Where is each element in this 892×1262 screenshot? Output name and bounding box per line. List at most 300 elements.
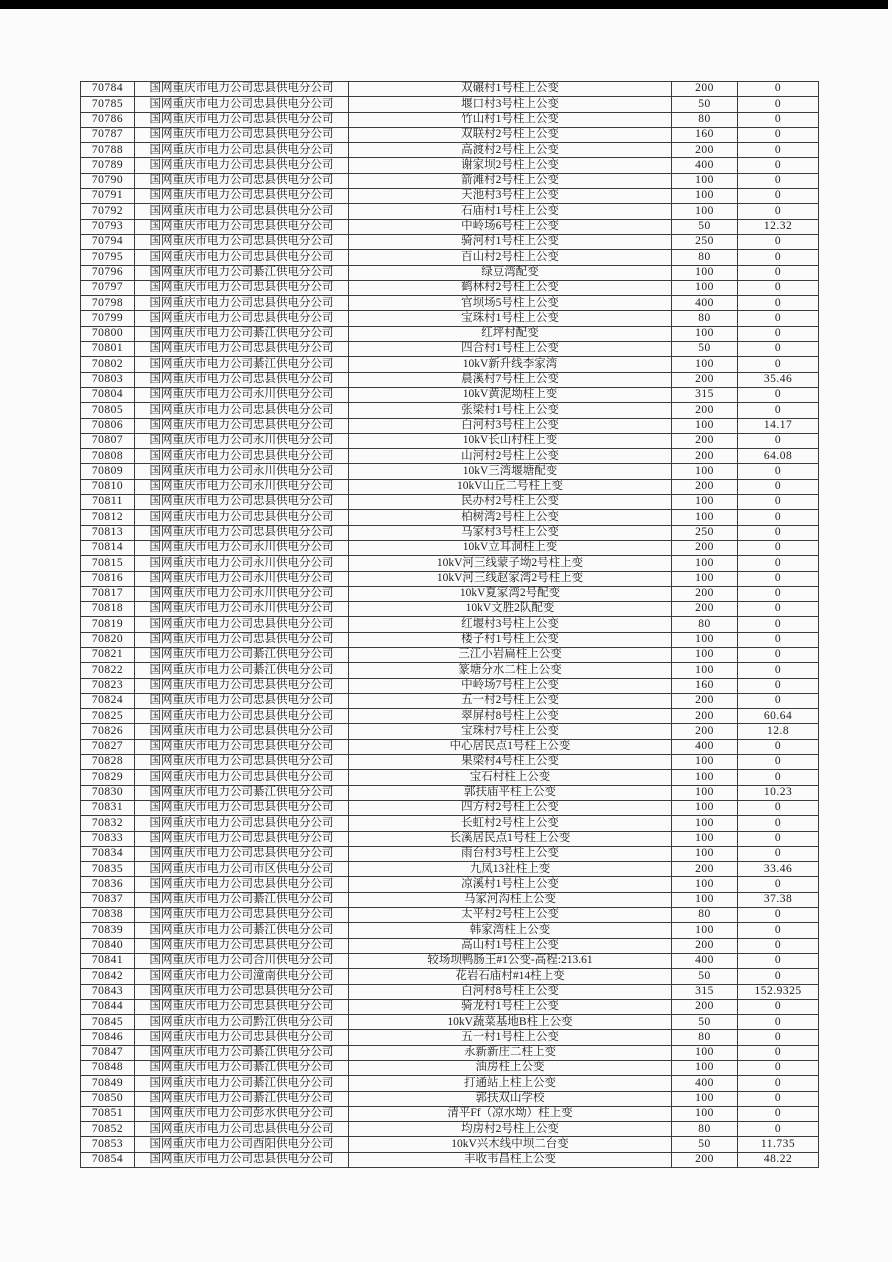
cell-id: 70805 bbox=[81, 403, 135, 418]
cell-device_name: 凉溪村1号柱上公变 bbox=[349, 877, 672, 892]
cell-device_name: 四合村1号柱上公变 bbox=[349, 342, 672, 357]
cell-id: 70814 bbox=[81, 540, 135, 555]
cell-id: 70845 bbox=[81, 1015, 135, 1030]
cell-value: 37.38 bbox=[738, 892, 819, 907]
cell-device_name: 马家村3号柱上公变 bbox=[349, 525, 672, 540]
cell-id: 70808 bbox=[81, 449, 135, 464]
cell-company: 国网重庆市电力公司忠县供电分公司 bbox=[135, 632, 349, 647]
cell-capacity: 100 bbox=[672, 464, 738, 479]
table-row bbox=[81, 1137, 819, 1152]
cell-company: 国网重庆市电力公司忠县供电分公司 bbox=[135, 831, 349, 846]
table-row bbox=[81, 540, 819, 555]
cell-company: 国网重庆市电力公司忠县供电分公司 bbox=[135, 816, 349, 831]
cell-company: 国网重庆市电力公司忠县供电分公司 bbox=[135, 342, 349, 357]
cell-company: 国网重庆市电力公司黔江供电分公司 bbox=[135, 1015, 349, 1030]
cell-id: 70804 bbox=[81, 387, 135, 402]
cell-value: 0 bbox=[738, 923, 819, 938]
cell-capacity: 100 bbox=[672, 556, 738, 571]
cell-value: 0 bbox=[738, 173, 819, 188]
table-row bbox=[81, 938, 819, 953]
cell-device_name: 花岩石庙村#14柱上变 bbox=[349, 969, 672, 984]
cell-company: 国网重庆市电力公司合川供电分公司 bbox=[135, 953, 349, 968]
cell-device_name: 石庙村1号柱上公变 bbox=[349, 204, 672, 219]
cell-capacity: 400 bbox=[672, 158, 738, 173]
cell-capacity: 100 bbox=[672, 571, 738, 586]
cell-capacity: 100 bbox=[672, 892, 738, 907]
cell-id: 70790 bbox=[81, 173, 135, 188]
cell-capacity: 80 bbox=[672, 250, 738, 265]
cell-capacity: 200 bbox=[672, 693, 738, 708]
table-row bbox=[81, 846, 819, 861]
cell-id: 70832 bbox=[81, 816, 135, 831]
cell-value: 11.735 bbox=[738, 1137, 819, 1152]
cell-company: 国网重庆市电力公司綦江供电分公司 bbox=[135, 892, 349, 907]
table-row bbox=[81, 219, 819, 234]
cell-value: 0 bbox=[738, 234, 819, 249]
cell-value: 0 bbox=[738, 326, 819, 341]
cell-value: 0 bbox=[738, 296, 819, 311]
cell-value: 0 bbox=[738, 403, 819, 418]
cell-value: 0 bbox=[738, 678, 819, 693]
cell-device_name: 鹤林村2号柱上公变 bbox=[349, 280, 672, 295]
cell-device_name: 官坝场5号柱上公变 bbox=[349, 296, 672, 311]
cell-id: 70824 bbox=[81, 693, 135, 708]
cell-device_name: 翠屏村8号柱上公变 bbox=[349, 709, 672, 724]
table-row bbox=[81, 479, 819, 494]
cell-company: 国网重庆市电力公司忠县供电分公司 bbox=[135, 158, 349, 173]
cell-value: 0 bbox=[738, 311, 819, 326]
cell-company: 国网重庆市电力公司忠县供电分公司 bbox=[135, 739, 349, 754]
table-row bbox=[81, 372, 819, 387]
cell-device_name: 10kV长山村柱上变 bbox=[349, 433, 672, 448]
table-row bbox=[81, 800, 819, 815]
cell-device_name: 韩家湾柱上公变 bbox=[349, 923, 672, 938]
cell-device_name: 油房柱上公变 bbox=[349, 1061, 672, 1076]
cell-device_name: 高渡村2号柱上公变 bbox=[349, 143, 672, 158]
cell-value: 0 bbox=[738, 510, 819, 525]
cell-id: 70844 bbox=[81, 999, 135, 1014]
cell-value: 0 bbox=[738, 1122, 819, 1137]
cell-value: 0 bbox=[738, 540, 819, 555]
cell-device_name: 骑龙村1号柱上公变 bbox=[349, 999, 672, 1014]
cell-value: 64.08 bbox=[738, 449, 819, 464]
cell-capacity: 100 bbox=[672, 173, 738, 188]
cell-company: 国网重庆市电力公司綦江供电分公司 bbox=[135, 923, 349, 938]
cell-device_name: 雨台村3号柱上公变 bbox=[349, 846, 672, 861]
table-row bbox=[81, 862, 819, 877]
cell-id: 70801 bbox=[81, 342, 135, 357]
cell-capacity: 200 bbox=[672, 143, 738, 158]
table-row bbox=[81, 1061, 819, 1076]
cell-id: 70815 bbox=[81, 556, 135, 571]
cell-id: 70818 bbox=[81, 602, 135, 617]
cell-value: 0 bbox=[738, 189, 819, 204]
cell-id: 70823 bbox=[81, 678, 135, 693]
cell-company: 国网重庆市电力公司忠县供电分公司 bbox=[135, 82, 349, 97]
cell-value: 0 bbox=[738, 127, 819, 142]
cell-company: 国网重庆市电力公司忠县供电分公司 bbox=[135, 755, 349, 770]
cell-device_name: 晨溪村7号柱上公变 bbox=[349, 372, 672, 387]
cell-capacity: 100 bbox=[672, 1091, 738, 1106]
cell-id: 70796 bbox=[81, 265, 135, 280]
table-row bbox=[81, 357, 819, 372]
cell-id: 70834 bbox=[81, 846, 135, 861]
cell-capacity: 100 bbox=[672, 204, 738, 219]
cell-value: 0 bbox=[738, 908, 819, 923]
cell-device_name: 篆塘分水二柱上公变 bbox=[349, 663, 672, 678]
cell-capacity: 100 bbox=[672, 510, 738, 525]
cell-company: 国网重庆市电力公司忠县供电分公司 bbox=[135, 510, 349, 525]
cell-company: 国网重庆市电力公司忠县供电分公司 bbox=[135, 1122, 349, 1137]
cell-company: 国网重庆市电力公司忠县供电分公司 bbox=[135, 127, 349, 142]
table-row bbox=[81, 1030, 819, 1045]
cell-value: 0 bbox=[738, 479, 819, 494]
cell-company: 国网重庆市电力公司忠县供电分公司 bbox=[135, 112, 349, 127]
cell-id: 70837 bbox=[81, 892, 135, 907]
cell-company: 国网重庆市电力公司忠县供电分公司 bbox=[135, 97, 349, 112]
cell-id: 70846 bbox=[81, 1030, 135, 1045]
cell-device_name: 永新新庄二柱上变 bbox=[349, 1045, 672, 1060]
cell-id: 70811 bbox=[81, 495, 135, 510]
cell-value: 0 bbox=[738, 495, 819, 510]
cell-value: 0 bbox=[738, 265, 819, 280]
table-row bbox=[81, 1045, 819, 1060]
cell-company: 国网重庆市电力公司綦江供电分公司 bbox=[135, 1076, 349, 1091]
cell-company: 国网重庆市电力公司忠县供电分公司 bbox=[135, 189, 349, 204]
table-row bbox=[81, 265, 819, 280]
cell-company: 国网重庆市电力公司忠县供电分公司 bbox=[135, 846, 349, 861]
cell-capacity: 100 bbox=[672, 923, 738, 938]
table-row bbox=[81, 189, 819, 204]
cell-value: 0 bbox=[738, 586, 819, 601]
cell-id: 70812 bbox=[81, 510, 135, 525]
cell-company: 国网重庆市电力公司忠县供电分公司 bbox=[135, 234, 349, 249]
cell-value: 60.64 bbox=[738, 709, 819, 724]
cell-company: 国网重庆市电力公司忠县供电分公司 bbox=[135, 908, 349, 923]
cell-capacity: 200 bbox=[672, 862, 738, 877]
cell-capacity: 100 bbox=[672, 800, 738, 815]
table-row bbox=[81, 158, 819, 173]
cell-value: 0 bbox=[738, 1106, 819, 1121]
cell-company: 国网重庆市电力公司綦江供电分公司 bbox=[135, 647, 349, 662]
cell-capacity: 400 bbox=[672, 296, 738, 311]
table-row bbox=[81, 999, 819, 1014]
cell-id: 70838 bbox=[81, 908, 135, 923]
table-row bbox=[81, 510, 819, 525]
cell-id: 70836 bbox=[81, 877, 135, 892]
cell-value: 0 bbox=[738, 556, 819, 571]
table-row bbox=[81, 984, 819, 999]
cell-company: 国网重庆市电力公司永川供电分公司 bbox=[135, 479, 349, 494]
cell-capacity: 100 bbox=[672, 831, 738, 846]
cell-capacity: 100 bbox=[672, 785, 738, 800]
cell-device_name: 10kV山丘二号柱上变 bbox=[349, 479, 672, 494]
cell-device_name: 长溪居民点1号柱上公变 bbox=[349, 831, 672, 846]
table-row bbox=[81, 892, 819, 907]
cell-id: 70807 bbox=[81, 433, 135, 448]
cell-capacity: 400 bbox=[672, 739, 738, 754]
cell-value: 0 bbox=[738, 1045, 819, 1060]
cell-value: 0 bbox=[738, 877, 819, 892]
cell-value: 0 bbox=[738, 357, 819, 372]
cell-id: 70799 bbox=[81, 311, 135, 326]
cell-id: 70839 bbox=[81, 923, 135, 938]
cell-value: 12.32 bbox=[738, 219, 819, 234]
cell-company: 国网重庆市电力公司忠县供电分公司 bbox=[135, 800, 349, 815]
cell-device_name: 红堰村3号柱上公变 bbox=[349, 617, 672, 632]
cell-company: 国网重庆市电力公司永川供电分公司 bbox=[135, 586, 349, 601]
cell-id: 70835 bbox=[81, 862, 135, 877]
cell-capacity: 80 bbox=[672, 908, 738, 923]
cell-company: 国网重庆市电力公司忠县供电分公司 bbox=[135, 219, 349, 234]
table-row bbox=[81, 602, 819, 617]
cell-capacity: 100 bbox=[672, 1045, 738, 1060]
cell-capacity: 250 bbox=[672, 525, 738, 540]
cell-id: 70847 bbox=[81, 1045, 135, 1060]
table-row bbox=[81, 525, 819, 540]
cell-company: 国网重庆市电力公司忠县供电分公司 bbox=[135, 1030, 349, 1045]
table-row bbox=[81, 387, 819, 402]
cell-id: 70852 bbox=[81, 1122, 135, 1137]
cell-device_name: 双碾村1号柱上公变 bbox=[349, 82, 672, 97]
cell-value: 0 bbox=[738, 464, 819, 479]
cell-company: 国网重庆市电力公司忠县供电分公司 bbox=[135, 296, 349, 311]
cell-capacity: 100 bbox=[672, 495, 738, 510]
table-row bbox=[81, 785, 819, 800]
table-row bbox=[81, 571, 819, 586]
cell-company: 国网重庆市电力公司永川供电分公司 bbox=[135, 464, 349, 479]
cell-company: 国网重庆市电力公司忠县供电分公司 bbox=[135, 449, 349, 464]
scan-top-black-bar bbox=[0, 0, 888, 9]
cell-value: 0 bbox=[738, 602, 819, 617]
cell-company: 国网重庆市电力公司忠县供电分公司 bbox=[135, 693, 349, 708]
cell-company: 国网重庆市电力公司忠县供电分公司 bbox=[135, 877, 349, 892]
cell-device_name: 百山村2号柱上公变 bbox=[349, 250, 672, 265]
table-row bbox=[81, 556, 819, 571]
cell-capacity: 315 bbox=[672, 387, 738, 402]
table-row bbox=[81, 693, 819, 708]
cell-capacity: 100 bbox=[672, 1061, 738, 1076]
cell-capacity: 100 bbox=[672, 755, 738, 770]
cell-id: 70828 bbox=[81, 755, 135, 770]
cell-company: 国网重庆市电力公司永川供电分公司 bbox=[135, 540, 349, 555]
cell-id: 70848 bbox=[81, 1061, 135, 1076]
cell-company: 国网重庆市电力公司綦江供电分公司 bbox=[135, 1091, 349, 1106]
cell-value: 0 bbox=[738, 938, 819, 953]
cell-id: 70826 bbox=[81, 724, 135, 739]
cell-capacity: 80 bbox=[672, 311, 738, 326]
cell-company: 国网重庆市电力公司忠县供电分公司 bbox=[135, 1152, 349, 1167]
cell-value: 0 bbox=[738, 82, 819, 97]
table-row bbox=[81, 143, 819, 158]
cell-device_name: 10kV河三线蒙子坳2号柱上变 bbox=[349, 556, 672, 571]
cell-capacity: 80 bbox=[672, 1122, 738, 1137]
cell-id: 70797 bbox=[81, 280, 135, 295]
cell-id: 70829 bbox=[81, 770, 135, 785]
table-row bbox=[81, 923, 819, 938]
cell-value: 0 bbox=[738, 204, 819, 219]
cell-id: 70795 bbox=[81, 250, 135, 265]
cell-device_name: 张梁村1号柱上公变 bbox=[349, 403, 672, 418]
cell-device_name: 五一村2号柱上公变 bbox=[349, 693, 672, 708]
table-row bbox=[81, 755, 819, 770]
cell-capacity: 50 bbox=[672, 1015, 738, 1030]
cell-id: 70787 bbox=[81, 127, 135, 142]
cell-id: 70786 bbox=[81, 112, 135, 127]
cell-device_name: 中岭场6号柱上公变 bbox=[349, 219, 672, 234]
table-row bbox=[81, 127, 819, 142]
cell-id: 70850 bbox=[81, 1091, 135, 1106]
cell-id: 70833 bbox=[81, 831, 135, 846]
cell-id: 70785 bbox=[81, 97, 135, 112]
table-row bbox=[81, 112, 819, 127]
cell-company: 国网重庆市电力公司酉阳供电分公司 bbox=[135, 1137, 349, 1152]
cell-device_name: 10kV新升线李家湾 bbox=[349, 357, 672, 372]
cell-device_name: 中岭场7号柱上公变 bbox=[349, 678, 672, 693]
cell-value: 0 bbox=[738, 647, 819, 662]
cell-id: 70853 bbox=[81, 1137, 135, 1152]
cell-id: 70803 bbox=[81, 372, 135, 387]
cell-company: 国网重庆市电力公司忠县供电分公司 bbox=[135, 204, 349, 219]
table-row bbox=[81, 204, 819, 219]
records-table bbox=[80, 81, 819, 1168]
cell-id: 70816 bbox=[81, 571, 135, 586]
cell-value: 33.46 bbox=[738, 862, 819, 877]
cell-company: 国网重庆市电力公司永川供电分公司 bbox=[135, 387, 349, 402]
table-row bbox=[81, 663, 819, 678]
cell-value: 0 bbox=[738, 1015, 819, 1030]
cell-capacity: 50 bbox=[672, 97, 738, 112]
cell-value: 0 bbox=[738, 969, 819, 984]
cell-id: 70789 bbox=[81, 158, 135, 173]
cell-device_name: 宝珠村1号柱上公变 bbox=[349, 311, 672, 326]
cell-value: 0 bbox=[738, 999, 819, 1014]
cell-id: 70794 bbox=[81, 234, 135, 249]
table-row bbox=[81, 311, 819, 326]
cell-device_name: 清平Ff（凉水坳）柱上变 bbox=[349, 1106, 672, 1121]
cell-id: 70784 bbox=[81, 82, 135, 97]
cell-device_name: 九凤13社柱上变 bbox=[349, 862, 672, 877]
table-row bbox=[81, 464, 819, 479]
cell-id: 70792 bbox=[81, 204, 135, 219]
table-row bbox=[81, 724, 819, 739]
cell-id: 70849 bbox=[81, 1076, 135, 1091]
records-table-body bbox=[81, 82, 819, 1168]
cell-company: 国网重庆市电力公司忠县供电分公司 bbox=[135, 143, 349, 158]
cell-device_name: 均房村2号柱上公变 bbox=[349, 1122, 672, 1137]
cell-capacity: 100 bbox=[672, 846, 738, 861]
cell-device_name: 民办村2号柱上公变 bbox=[349, 495, 672, 510]
cell-device_name: 柏树湾2号柱上公变 bbox=[349, 510, 672, 525]
table-row bbox=[81, 173, 819, 188]
cell-id: 70798 bbox=[81, 296, 135, 311]
cell-id: 70817 bbox=[81, 586, 135, 601]
cell-value: 0 bbox=[738, 755, 819, 770]
cell-capacity: 200 bbox=[672, 938, 738, 953]
cell-capacity: 400 bbox=[672, 1076, 738, 1091]
cell-company: 国网重庆市电力公司忠县供电分公司 bbox=[135, 617, 349, 632]
cell-capacity: 80 bbox=[672, 112, 738, 127]
cell-value: 0 bbox=[738, 1076, 819, 1091]
cell-capacity: 50 bbox=[672, 219, 738, 234]
cell-device_name: 三江小岩扁柱上公变 bbox=[349, 647, 672, 662]
cell-value: 0 bbox=[738, 112, 819, 127]
cell-id: 70821 bbox=[81, 647, 135, 662]
cell-capacity: 200 bbox=[672, 1152, 738, 1167]
cell-id: 70851 bbox=[81, 1106, 135, 1121]
cell-id: 70843 bbox=[81, 984, 135, 999]
cell-capacity: 80 bbox=[672, 1030, 738, 1045]
cell-value: 0 bbox=[738, 693, 819, 708]
cell-company: 国网重庆市电力公司綦江供电分公司 bbox=[135, 357, 349, 372]
cell-company: 国网重庆市电力公司忠县供电分公司 bbox=[135, 938, 349, 953]
cell-capacity: 200 bbox=[672, 403, 738, 418]
table-row bbox=[81, 280, 819, 295]
cell-device_name: 郭扶双山学校 bbox=[349, 1091, 672, 1106]
table-row bbox=[81, 234, 819, 249]
cell-capacity: 100 bbox=[672, 357, 738, 372]
cell-id: 70822 bbox=[81, 663, 135, 678]
cell-capacity: 200 bbox=[672, 479, 738, 494]
cell-company: 国网重庆市电力公司綦江供电分公司 bbox=[135, 1061, 349, 1076]
cell-device_name: 绿豆湾配变 bbox=[349, 265, 672, 280]
cell-capacity: 100 bbox=[672, 265, 738, 280]
cell-value: 0 bbox=[738, 846, 819, 861]
cell-capacity: 200 bbox=[672, 999, 738, 1014]
cell-value: 0 bbox=[738, 800, 819, 815]
table-row bbox=[81, 326, 819, 341]
cell-company: 国网重庆市电力公司市区供电分公司 bbox=[135, 862, 349, 877]
cell-company: 国网重庆市电力公司綦江供电分公司 bbox=[135, 326, 349, 341]
cell-device_name: 10kV兴木线中坝二台变 bbox=[349, 1137, 672, 1152]
cell-device_name: 白河村3号柱上公变 bbox=[349, 418, 672, 433]
cell-value: 0 bbox=[738, 632, 819, 647]
cell-id: 70791 bbox=[81, 189, 135, 204]
table-row bbox=[81, 403, 819, 418]
cell-device_name: 果梁村4号柱上公变 bbox=[349, 755, 672, 770]
cell-id: 70800 bbox=[81, 326, 135, 341]
table-row bbox=[81, 586, 819, 601]
cell-device_name: 打通站上柱上公变 bbox=[349, 1076, 672, 1091]
cell-id: 70809 bbox=[81, 464, 135, 479]
cell-value: 35.46 bbox=[738, 372, 819, 387]
cell-company: 国网重庆市电力公司忠县供电分公司 bbox=[135, 724, 349, 739]
cell-company: 国网重庆市电力公司綦江供电分公司 bbox=[135, 785, 349, 800]
cell-company: 国网重庆市电力公司永川供电分公司 bbox=[135, 571, 349, 586]
cell-value: 0 bbox=[738, 342, 819, 357]
cell-id: 70806 bbox=[81, 418, 135, 433]
cell-company: 国网重庆市电力公司忠县供电分公司 bbox=[135, 678, 349, 693]
table-row bbox=[81, 908, 819, 923]
cell-value: 0 bbox=[738, 816, 819, 831]
cell-device_name: 宝石村柱上公变 bbox=[349, 770, 672, 785]
cell-capacity: 100 bbox=[672, 418, 738, 433]
cell-device_name: 郭扶庙平柱上公变 bbox=[349, 785, 672, 800]
cell-device_name: 10kV三湾堰塘配变 bbox=[349, 464, 672, 479]
cell-device_name: 太平村2号柱上公变 bbox=[349, 908, 672, 923]
cell-capacity: 100 bbox=[672, 632, 738, 647]
table-row bbox=[81, 1091, 819, 1106]
cell-device_name: 10kV河三线赵家湾2号柱上变 bbox=[349, 571, 672, 586]
cell-capacity: 200 bbox=[672, 602, 738, 617]
table-row bbox=[81, 1106, 819, 1121]
cell-capacity: 200 bbox=[672, 433, 738, 448]
cell-company: 国网重庆市电力公司忠县供电分公司 bbox=[135, 311, 349, 326]
table-row bbox=[81, 969, 819, 984]
cell-value: 0 bbox=[738, 663, 819, 678]
table-row bbox=[81, 1122, 819, 1137]
cell-device_name: 10kV蔬菜基地B柱上公变 bbox=[349, 1015, 672, 1030]
